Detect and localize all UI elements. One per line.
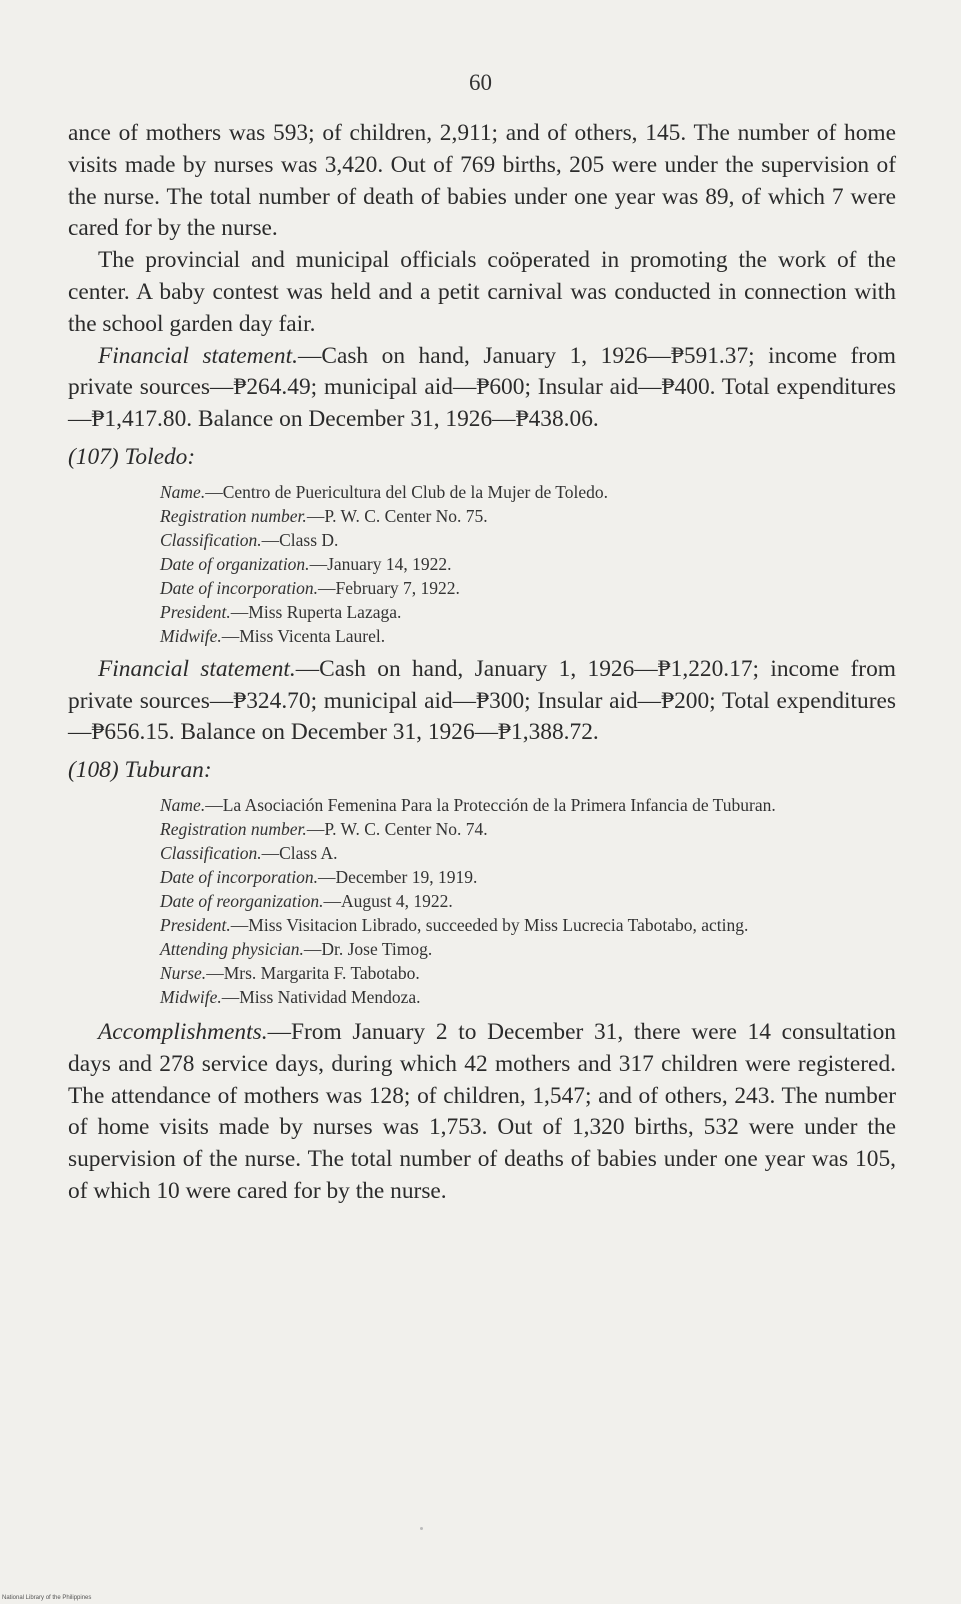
entry-registration: Registration number.—P. W. C. Center No. 75. — [160, 505, 488, 526]
section-title: Toledo: — [124, 443, 196, 470]
financial-statement-label: Financial statement. — [98, 342, 298, 369]
entry-date-incorporation: Date of incorporation.—December 19, 1919. — [160, 866, 478, 887]
accomplishments-label: Accomplishments. — [98, 1018, 268, 1045]
entry-attending-physician: Attending physician.—Dr. Jose Timog. — [160, 938, 433, 959]
entries-108 — [160, 793, 896, 1009]
financial-statement-text: —Cash on hand, January 1, 1926—₱591.37; income from private sources—₱264.49; municipal aid—₱600; Insular aid—₱400. Total expenditures—₱1,417.80. Balance on December 31, 1926—₱438.06. — [68, 342, 896, 433]
section-title: Tuburan: — [124, 757, 212, 784]
section-number: (108) — [68, 757, 119, 784]
page-number: 60 — [469, 70, 492, 95]
entry-date-organization: Date of organization.—January 14, 1922. — [160, 553, 452, 574]
entry-name: Name.—Centro de Puericultura del Club de la Mujer de Toledo. — [160, 481, 609, 502]
entry-midwife: Midwife.—Miss Vicenta Laurel. — [160, 625, 386, 646]
section-heading-108 — [68, 755, 896, 787]
footer-credit: National Library of the Philippines — [2, 1595, 92, 1601]
entry-classification: Classification.—Class A. — [160, 842, 338, 863]
entry-nurse: Nurse.—Mrs. Margarita F. Tabotabo. — [160, 962, 420, 983]
financial-statement-label: Financial statement. — [98, 655, 296, 682]
paragraph-officials: The provincial and municipal officials coöperated in promoting the work of the center. A baby contest was held and a petit carnival was conducted in connection with the school garden day fair. — [68, 247, 896, 337]
entry-registration: Registration number.—P. W. C. Center No. 74. — [160, 818, 488, 839]
accomplishments-text: —From January 2 to December 31, there were 14 consultation days and 278 service days, during which 42 mothers and 317 children were registered. The attendance of mothers was 128; of children, 1,547; and of others, 243. The number of home visits made by nurses was 1,753. Out of 1,320 births, 532 were under the supervision of the nurse. The total number of deaths of babies under one year was 105, of which 10 were cared for by the nurse. — [68, 1018, 896, 1204]
entry-midwife: Midwife.—Miss Natividad Mendoza. — [160, 986, 421, 1007]
paragraph-continuation: ance of mothers was 593; of children, 2,911; and of others, 145. The number of home visits made by nurses was 3,420. Out of 769 births, 205 were under the supervision of the nurse. The total number of death of babies under one year was 89, of which 7 were cared for by the nurse. — [68, 120, 896, 242]
section-heading-107 — [68, 442, 896, 474]
financial-statement-1 — [68, 341, 896, 436]
scan-speck — [420, 1527, 423, 1530]
section-number: (107) — [68, 443, 119, 470]
entries-107 — [160, 480, 896, 648]
entry-name: Name.—La Asociación Femenina Para la Protección de la Primera Infancia de Tuburan. — [160, 794, 776, 815]
entry-classification: Classification.—Class D. — [160, 529, 339, 550]
page-body — [68, 118, 896, 1208]
entry-date-incorporation: Date of incorporation.—February 7, 1922. — [160, 577, 460, 598]
financial-statement-2 — [68, 654, 896, 749]
entry-date-reorganization: Date of reorganization.—August 4, 1922. — [160, 890, 453, 911]
financial-statement-text: —Cash on hand, January 1, 1926—₱1,220.17; income from private sources—₱324.70; municipal aid—₱300; Insular aid—₱200; Total expenditures—₱656.15. Balance on December 31, 1926—₱1,388.72. — [68, 655, 896, 746]
entry-president: President.—Miss Ruperta Lazaga. — [160, 601, 402, 622]
entry-president: President.—Miss Visitacion Librado, succeeded by Miss Lucrecia Tabotabo, acting. — [160, 914, 749, 935]
accomplishments-paragraph — [68, 1017, 896, 1208]
